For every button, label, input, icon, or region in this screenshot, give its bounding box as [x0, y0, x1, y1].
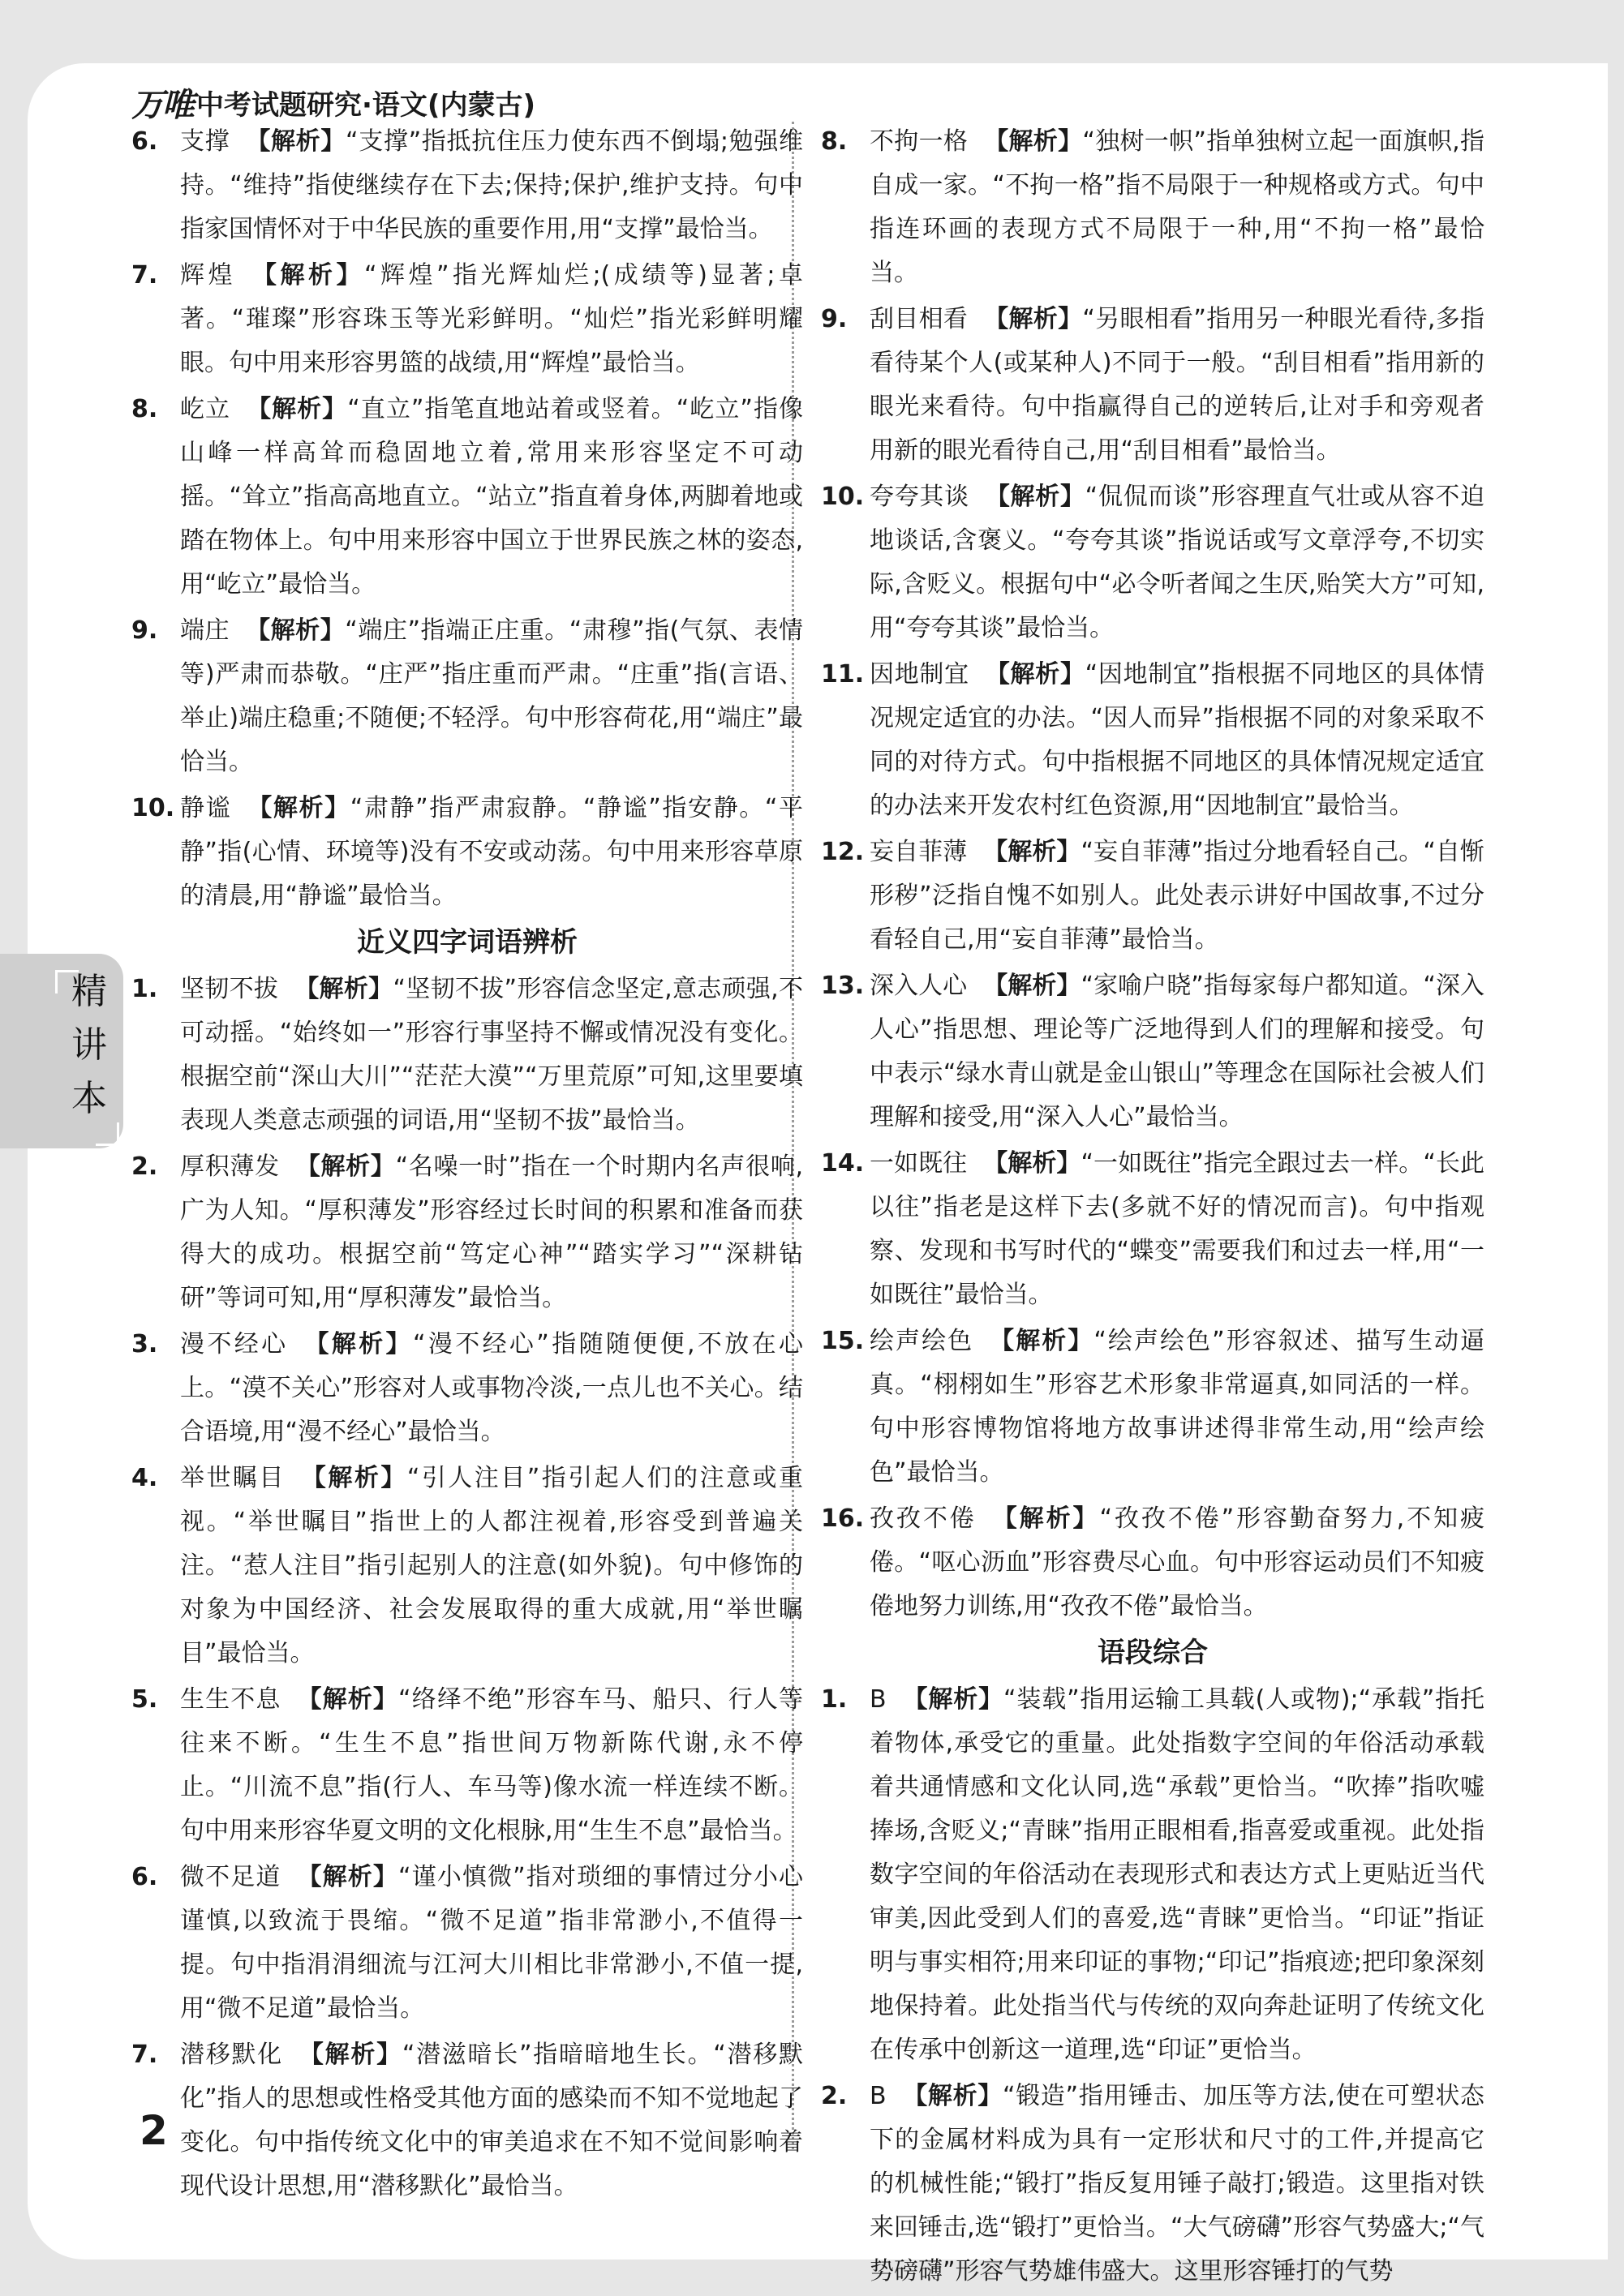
answer-entry — [821, 1142, 1484, 1317]
analysis-label: 【解析】 — [990, 1327, 1094, 1355]
analysis-label: 【解析】 — [297, 1685, 398, 1714]
analysis-label: 【解析】 — [247, 794, 350, 822]
entry-number: 6. — [131, 127, 158, 156]
analysis-label: 【解析】 — [294, 975, 393, 1003]
answer-word: 生生不息 — [180, 1685, 281, 1714]
answer-word: 夸夸其谈 — [870, 483, 969, 511]
answer-word: 孜孜不倦 — [870, 1504, 977, 1533]
answer-entry — [821, 964, 1484, 1139]
analysis-text: “锻造”指用锤击、加压等方法,使在可塑状态下的金属材料成为具有一定形状和尺寸的工件,并提高它的机械性能;“锻打”指反复用锤子敲打;锻造。这里指对铁来回锤击,选“锻打”更恰当。“大气磅礴”形容气势盛大;“气势磅礴”形容气势雄伟盛大。这里形容锤打的气势 — [870, 2082, 1484, 2285]
entry-number: 8. — [131, 395, 158, 423]
entry-number: 16. — [821, 1504, 865, 1533]
entry-number: 14. — [821, 1149, 865, 1178]
answer-word: 支撑 — [180, 127, 230, 156]
entry-number: 2. — [821, 2082, 848, 2110]
analysis-label: 【解析】 — [983, 972, 1081, 1000]
side-tab-char: 讲 — [71, 1024, 107, 1066]
answer-word: 坚韧不拔 — [180, 975, 279, 1003]
analysis-text: “名噪一时”指在一个时期内名声很响,广为人知。“厚积薄发”形容经过长时间的积累和准备而获得大的成功。根据空前“笃定心神”“踏实学习”“深耕钻研”等词可知,用“厚积薄发”最恰当。 — [180, 1152, 803, 1312]
side-tab-char: 精 — [71, 971, 107, 1012]
analysis-label: 【解析】 — [983, 838, 1081, 866]
analysis-text: “潜滋暗长”指暗暗地生长。“潜移默化”指人的思想或性格受其他方面的感染而不知不觉地起了变化。句中指传统文化中的审美追求在不知不觉间影响着现代设计思想,用“潜移默化”最恰当。 — [180, 2041, 804, 2200]
answer-entry — [821, 1497, 1484, 1629]
entry-number: 13. — [821, 972, 865, 1000]
answer-word: 潜移默化 — [180, 2041, 283, 2069]
section-title-four-char: 近义四字词语辨析 — [357, 926, 578, 959]
answer-entry — [131, 1145, 803, 1320]
answer-word: 漫不经心 — [180, 1330, 289, 1358]
answer-entry — [131, 609, 803, 784]
analysis-text: “孜孜不倦”形容勤奋努力,不知疲倦。“呕心沥血”形容费尽心血。句中形容运动员们不知疲倦地努力训练,用“孜孜不倦”最恰当。 — [870, 1504, 1484, 1620]
entry-number: 2. — [131, 1152, 158, 1181]
answer-word: 刮目相看 — [870, 305, 969, 333]
answer-word: B — [870, 1685, 887, 1714]
analysis-text: “妄自菲薄”指过分地看轻自己。“自惭形秽”泛指自愧不如别人。此处表示讲好中国故事,不过分看轻自己,用“妄自菲薄”最恰当。 — [870, 838, 1484, 954]
answer-entry — [821, 298, 1484, 473]
analysis-label: 【解析】 — [902, 2082, 1003, 2110]
page-number: 2 — [140, 2107, 168, 2154]
brand-logo: 万唯 — [131, 86, 193, 124]
left-column — [131, 120, 803, 2211]
analysis-label: 【解析】 — [985, 660, 1085, 689]
section-title-paragraph: 语段综合 — [1098, 1637, 1208, 1669]
answer-entry — [821, 1320, 1484, 1495]
book-title: 中考试题研究·语文(内蒙古) — [196, 88, 535, 122]
analysis-label: 【解析】 — [297, 1863, 398, 1891]
answer-entry — [821, 653, 1484, 828]
right-column — [821, 120, 1484, 2296]
analysis-text: “端庄”指端正庄重。“肃穆”指(气氛、表情等)严肃而恭敬。“庄严”指庄重而严肃。“庄重”指(言语、举止)端庄稳重;不随便;不轻浮。句中形容荷花,用“端庄”最恰当。 — [180, 616, 804, 776]
side-tab-label — [60, 965, 118, 1126]
analysis-text: “辉煌”指光辉灿烂;(成绩等)显著;卓著。“璀璨”形容珠玉等光彩鲜明。“灿烂”指光彩鲜明耀眼。句中用来形容男篮的战绩,用“辉煌”最恰当。 — [180, 261, 803, 377]
analysis-label: 【解析】 — [985, 483, 1085, 511]
answer-word: 屹立 — [180, 395, 231, 423]
analysis-text: “独树一帜”指单独树立起一面旗帜,指自成一家。“不拘一格”指不局限于一种规格或方式。句中指连环画的表现方式不局限于一种,用“不拘一格”最恰当。 — [870, 127, 1485, 287]
entry-number: 1. — [821, 1685, 848, 1714]
analysis-label: 【解析】 — [304, 1330, 413, 1358]
analysis-label: 【解析】 — [983, 1149, 1081, 1178]
side-tab-char: 本 — [71, 1078, 107, 1119]
answer-word: 静谧 — [180, 794, 232, 822]
answer-entry — [821, 475, 1484, 650]
analysis-label: 【解析】 — [247, 395, 348, 423]
answer-word: 不拘一格 — [870, 127, 969, 156]
answer-entry — [131, 787, 803, 918]
answer-entry — [131, 1856, 803, 2031]
analysis-text: “谨小慎微”指对琐细的事情过分小心谨慎,以致流于畏缩。“微不足道”指非常渺小,不值得一提。句中指涓涓细流与江河大川相比非常渺小,不值一提,用“微不足道”最恰当。 — [180, 1863, 803, 2023]
answer-word: B — [870, 2082, 887, 2110]
answer-entry — [131, 2033, 803, 2208]
analysis-text: “漫不经心”指随随便便,不放在心上。“漠不关心”形容对人或事物冷淡,一点儿也不关心。结合语境,用“漫不经心”最恰当。 — [180, 1330, 804, 1446]
analysis-label: 【解析】 — [992, 1504, 1100, 1533]
entry-number: 10. — [821, 483, 865, 511]
analysis-text: “直立”指笔直地站着或竖着。“屹立”指像山峰一样高耸而稳固地立着,常用来形容坚定不可动摇。“耸立”指高高地直立。“站立”指直着身体,两脚着地或踏在物体上。句中用来形容中国立于世界民族之林的姿态,用“屹立”最恰当。 — [180, 395, 804, 599]
entry-number: 15. — [821, 1327, 865, 1355]
answer-entry — [131, 968, 803, 1143]
analysis-text: “装载”指用运输工具载(人或物);“承载”指托着物体,承受它的重量。此处指数字空间的年俗活动承载着共通情感和文化认同,选“承载”更恰当。“吹捧”指吹嘘捧场,含贬义;“青睐”指用正眼相看,指喜爱或重视。此处指数字空间的年俗活动在表现形式和表达方式上更贴近当代审美,因此受到人们的喜爱,选“青睐”更恰当。“印证”指证明与事实相符;用来印证的事物;“印记”指痕迹;把印象深刻地保持着。此处指当代与传统的双向奔赴证明了传统文化在传承中创新这一道理,选“印证”更恰当。 — [870, 1685, 1484, 2064]
answer-word: 举世瞩目 — [180, 1464, 286, 1492]
analysis-label: 【解析】 — [246, 127, 346, 156]
analysis-label: 【解析】 — [984, 305, 1083, 333]
entry-number: 4. — [131, 1464, 158, 1492]
analysis-text: “一如既往”指完全跟过去一样。“长此以往”指老是这样下去(多就不好的情况而言)。句中指观察、发现和书写时代的“蝶变”需要我们和过去一样,用“一如既往”最恰当。 — [870, 1149, 1484, 1309]
entry-number: 8. — [821, 127, 848, 156]
analysis-label: 【解析】 — [246, 616, 346, 645]
answer-word: 妄自菲薄 — [870, 838, 968, 866]
analysis-label: 【解析】 — [301, 1464, 407, 1492]
analysis-text: “络绎不绝”形容车马、船只、行人等往来不断。“生生不息”指世间万物新陈代谢,永不停止。“川流不息”指(行人、车马等)像水流一样连续不断。句中用来形容华夏文明的文化根脉,用“生生不息”最恰当。 — [180, 1685, 803, 1845]
tab-bracket-bottom — [96, 1122, 119, 1146]
entry-number: 10. — [131, 794, 175, 822]
analysis-text: “引人注目”指引起人们的注意或重视。“举世瞩目”指世上的人都注视着,形容受到普遍关注。“惹人注目”指引起别人的注意(如外貌)。句中修饰的对象为中国经济、社会发展取得的重大成就,用“举世瞩目”最恰当。 — [180, 1464, 804, 1667]
answer-word: 厚积薄发 — [180, 1152, 280, 1181]
entry-number: 1. — [131, 975, 158, 1003]
answer-word: 端庄 — [180, 616, 230, 645]
analysis-text: “因地制宜”指根据不同地区的具体情况规定适宜的办法。“因人而异”指根据不同的对象采取不同的对待方式。句中指根据不同地区的具体情况规定适宜的办法来开发农村红色资源,用“因地制宜”最恰当。 — [870, 660, 1485, 820]
analysis-text: “侃侃而谈”形容理直气壮或从容不迫地谈话,含褒义。“夸夸其谈”指说话或写文章浮夸,不切实际,含贬义。根据句中“必令听者闻之生厌,贻笑大方”可知,用“夸夸其谈”最恰当。 — [870, 483, 1485, 642]
entry-number: 3. — [131, 1330, 158, 1358]
left-entries-b — [131, 968, 803, 2208]
analysis-text: “另眼相看”指用另一种眼光看待,多指看待某个人(或某种人)不同于一般。“刮目相看”指用新的眼光来看待。句中指赢得自己的逆转后,让对手和旁观者用新的眼光看待自己,用“刮目相看”最恰当。 — [870, 305, 1485, 465]
analysis-text: “家喻户晓”指每家每户都知道。“深入人心”指思想、理论等广泛地得到人们的理解和接受。句中表示“绿水青山就是金山银山”等理念在国际社会被人们理解和接受,用“深入人心”最恰当。 — [870, 972, 1484, 1131]
entry-number: 7. — [131, 2041, 158, 2069]
analysis-label: 【解析】 — [299, 2041, 402, 2069]
answer-word: 绘声绘色 — [870, 1327, 974, 1355]
analysis-text: “坚韧不拔”形容信念坚定,意志顽强,不可动摇。“始终如一”形容行事坚持不懈或情况没有变化。根据空前“深山大川”“茫茫大漠”“万里荒原”可知,这里要填表现人类意志顽强的词语,用“坚韧不拔”最恰当。 — [180, 975, 804, 1135]
answer-entry — [821, 2075, 1484, 2294]
entry-number: 7. — [131, 261, 158, 290]
answer-entry — [131, 1457, 803, 1676]
answer-entry — [131, 254, 803, 385]
analysis-text: “肃静”指严肃寂静。“静谧”指安静。“平静”指(心情、环境等)没有不安或动荡。句中用来形容草原的清晨,用“静谧”最恰当。 — [180, 794, 804, 910]
answer-word: 因地制宜 — [870, 660, 969, 689]
answer-word: 深入人心 — [870, 972, 968, 1000]
entry-number: 9. — [821, 305, 848, 333]
entry-number: 12. — [821, 838, 865, 866]
analysis-label: 【解析】 — [984, 127, 1083, 156]
answer-entry — [821, 830, 1484, 962]
analysis-label: 【解析】 — [251, 261, 364, 290]
entry-number: 5. — [131, 1685, 158, 1714]
answer-entry — [131, 1323, 803, 1454]
answer-entry — [131, 120, 803, 251]
right-entries-b — [821, 1678, 1484, 2294]
analysis-label: 【解析】 — [902, 1685, 1003, 1714]
analysis-label: 【解析】 — [295, 1152, 396, 1181]
left-entries-a — [131, 120, 803, 918]
answer-entry — [821, 120, 1484, 295]
entry-number: 11. — [821, 660, 865, 689]
answer-word: 辉煌 — [180, 261, 236, 290]
answer-entry — [131, 388, 803, 607]
answer-word: 微不足道 — [180, 1863, 281, 1891]
analysis-text: “支撑”指抵抗住压力使东西不倒塌;勉强维持。“维持”指使继续存在下去;保持;保护,维护支持。句中指家国情怀对于中华民族的重要作用,用“支撑”最恰当。 — [180, 127, 803, 243]
entry-number: 6. — [131, 1863, 158, 1891]
analysis-text: “绘声绘色”形容叙述、描写生动逼真。“栩栩如生”形容艺术形象非常逼真,如同活的一样。句中形容博物馆将地方故事讲述得非常生动,用“绘声绘色”最恰当。 — [870, 1327, 1485, 1487]
answer-word: 一如既往 — [870, 1149, 968, 1178]
answer-entry — [821, 1678, 1484, 2072]
answer-entry — [131, 1678, 803, 1853]
running-header — [131, 79, 535, 125]
right-entries-a — [821, 120, 1484, 1629]
entry-number: 9. — [131, 616, 158, 645]
